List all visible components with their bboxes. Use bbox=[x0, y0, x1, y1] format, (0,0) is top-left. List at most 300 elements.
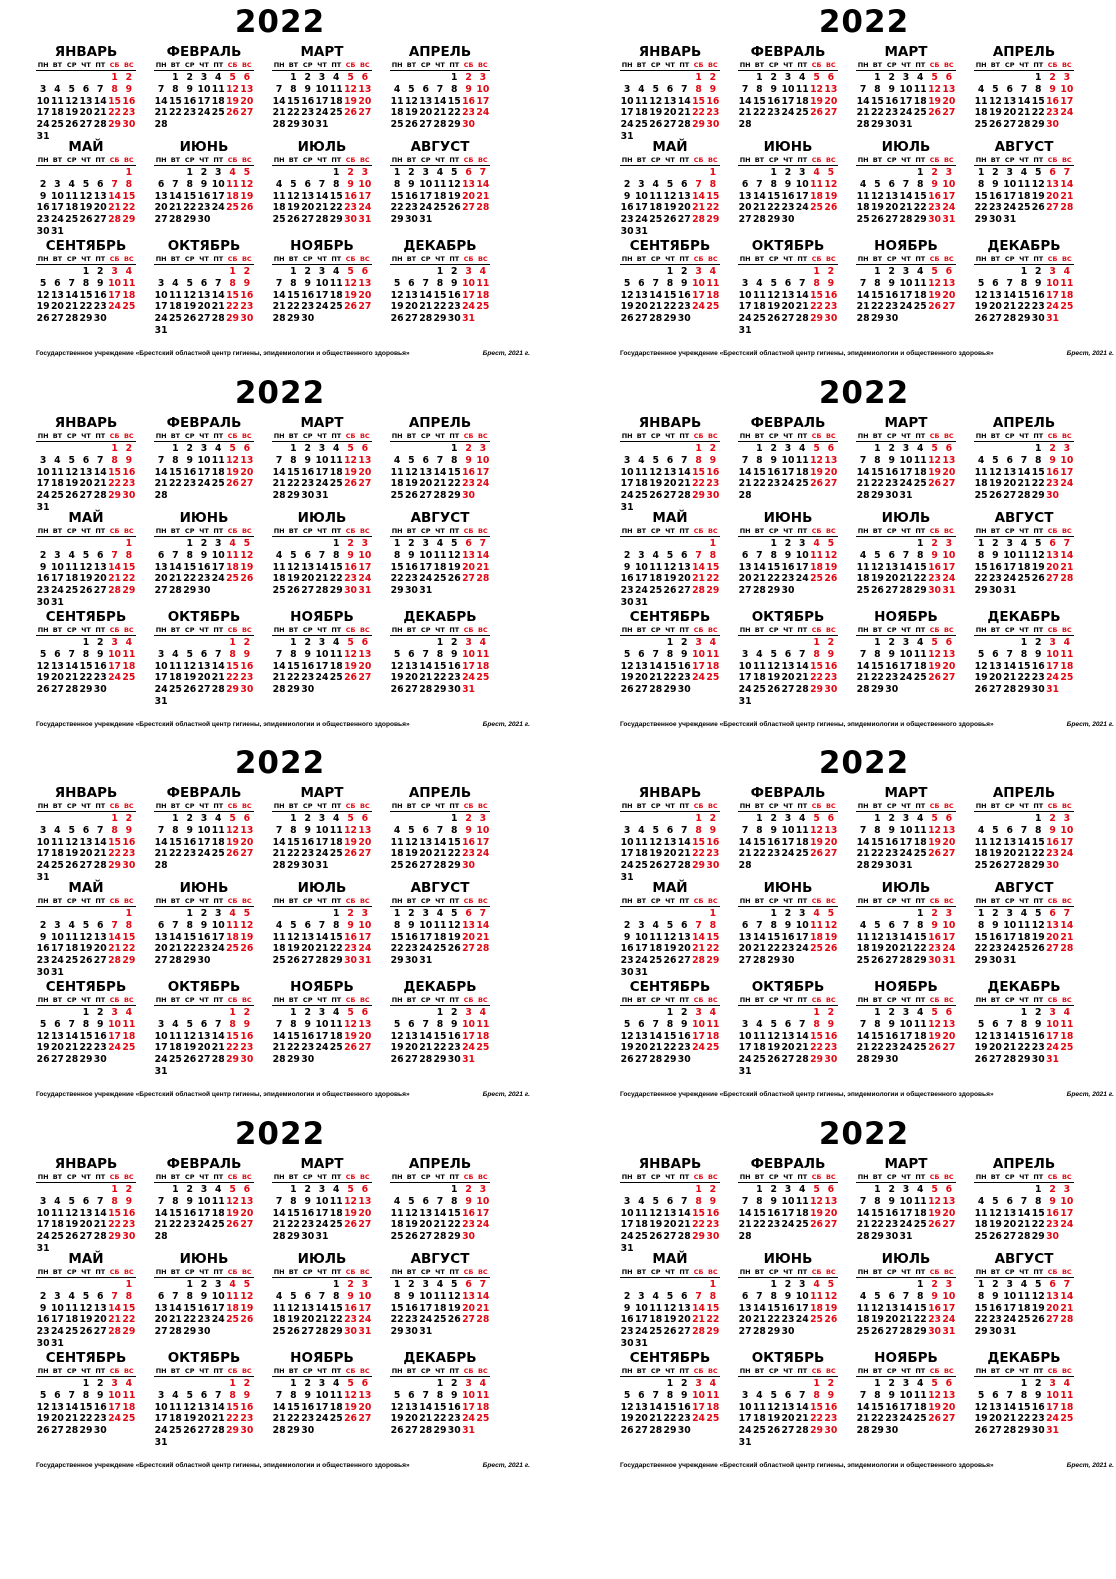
day-cell: 10 bbox=[942, 1290, 956, 1302]
day-cell: 23 bbox=[93, 1042, 107, 1054]
month-block bbox=[620, 979, 720, 1066]
day-cell: 7 bbox=[68, 277, 75, 289]
day-cell: 9 bbox=[888, 454, 895, 466]
day-cell: 15 bbox=[286, 1030, 300, 1042]
day-cell: 30 bbox=[240, 313, 254, 325]
day-cell: 5 bbox=[347, 813, 354, 824]
day-cell: 20 bbox=[462, 1302, 476, 1314]
weekday-label: ВТ bbox=[872, 1173, 883, 1181]
day-cell: 12 bbox=[974, 660, 988, 672]
weekday-label: ВТ bbox=[636, 255, 647, 263]
day-cell: 3 bbox=[741, 277, 749, 289]
day-cell: 20 bbox=[404, 301, 418, 313]
day-cell: 26 bbox=[390, 684, 404, 696]
day-cell: 14 bbox=[677, 836, 691, 848]
day-cell: 23 bbox=[1031, 1042, 1045, 1054]
day-cell: 17 bbox=[36, 848, 50, 860]
day-cell: 16 bbox=[1031, 1030, 1045, 1042]
day-cell: 26 bbox=[767, 1425, 781, 1437]
day-cell: 12 bbox=[240, 919, 254, 931]
weekday-label: СР bbox=[650, 432, 661, 440]
day-grid bbox=[36, 167, 136, 238]
day-cell: 1 bbox=[82, 1378, 90, 1389]
day-cell: 29 bbox=[810, 1054, 824, 1066]
day-cell: 18 bbox=[913, 289, 927, 301]
day-cell: 15 bbox=[870, 1207, 884, 1219]
day-cell: 7 bbox=[68, 1018, 75, 1030]
day-cell: 16 bbox=[781, 190, 795, 202]
day-cell: 30 bbox=[301, 860, 315, 872]
day-cell: 27 bbox=[419, 490, 433, 502]
day-cell: 24 bbox=[899, 1042, 913, 1054]
day-grid bbox=[974, 637, 1074, 696]
day-cell: 27 bbox=[79, 119, 93, 131]
day-cell: 5 bbox=[1035, 1279, 1042, 1290]
day-cell: 9 bbox=[931, 1290, 938, 1302]
day-cell: 7 bbox=[859, 454, 867, 466]
day-cell: 20 bbox=[1046, 931, 1060, 943]
day-cell: 18 bbox=[226, 190, 240, 202]
day-cell: 30 bbox=[928, 214, 942, 226]
day-cell: 14 bbox=[419, 1030, 433, 1042]
weekday-label: ПН bbox=[621, 626, 633, 634]
day-cell: 8 bbox=[172, 1195, 179, 1207]
day-cell: 24 bbox=[942, 573, 956, 585]
day-cell: 6 bbox=[54, 1018, 61, 1030]
day-cell: 6 bbox=[784, 1018, 792, 1030]
day-cell: 11 bbox=[649, 1302, 663, 1314]
month-name: МАРТ bbox=[300, 44, 344, 60]
day-cell: 8 bbox=[770, 178, 777, 190]
day-cell: 2 bbox=[304, 1007, 311, 1018]
weekday-label: ПТ bbox=[915, 897, 926, 905]
day-cell: 12 bbox=[226, 454, 240, 466]
day-cell: 15 bbox=[329, 931, 343, 943]
weekday-label: ВТ bbox=[52, 432, 63, 440]
day-cell: 9 bbox=[709, 83, 717, 95]
weekday-label: СР bbox=[66, 432, 77, 440]
day-cell: 17 bbox=[899, 660, 913, 672]
day-cell: 2 bbox=[709, 72, 717, 83]
day-cell: 26 bbox=[404, 860, 418, 872]
day-cell: 11 bbox=[856, 931, 870, 943]
day-cell: 15 bbox=[108, 836, 122, 848]
day-cell: 12 bbox=[663, 190, 677, 202]
day-cell: 22 bbox=[913, 573, 927, 585]
day-cell: 22 bbox=[810, 301, 824, 313]
day-cell: 15 bbox=[329, 1302, 343, 1314]
day-cell: 19 bbox=[824, 1302, 838, 1314]
weekday-header bbox=[738, 155, 838, 166]
day-cell: 24 bbox=[738, 313, 752, 325]
weekday-label: ЧТ bbox=[783, 996, 793, 1004]
day-cell: 15 bbox=[913, 190, 927, 202]
weekday-label: СР bbox=[1004, 1173, 1015, 1181]
day-cell: 4 bbox=[68, 1290, 75, 1302]
day-cell: 7 bbox=[215, 1018, 222, 1030]
day-cell: 6 bbox=[827, 72, 835, 83]
day-cell: 12 bbox=[344, 277, 358, 289]
day-cell: 30 bbox=[447, 1054, 461, 1066]
day-cell: 3 bbox=[1063, 72, 1071, 83]
day-cell: 27 bbox=[885, 214, 899, 226]
day-cell: 1 bbox=[451, 813, 458, 824]
day-cell: 11 bbox=[329, 454, 343, 466]
weekday-label: СБ bbox=[109, 255, 120, 263]
day-cell: 13 bbox=[663, 1207, 677, 1219]
weekday-label: СР bbox=[1004, 626, 1015, 634]
day-cell: 7 bbox=[479, 908, 487, 919]
day-cell: 29 bbox=[1017, 684, 1031, 696]
day-cell: 6 bbox=[681, 1290, 688, 1302]
day-cell: 30 bbox=[885, 1054, 899, 1066]
day-cell: 20 bbox=[154, 943, 168, 955]
day-cell: 7 bbox=[275, 648, 283, 660]
day-cell: 16 bbox=[928, 190, 942, 202]
weekday-label: СР bbox=[184, 1173, 195, 1181]
day-cell: 4 bbox=[859, 919, 867, 931]
day-cell: 25 bbox=[856, 955, 870, 967]
weekday-label: СБ bbox=[345, 1173, 356, 1181]
day-cell: 26 bbox=[447, 943, 461, 955]
weekday-label: ВТ bbox=[636, 527, 647, 535]
day-cell: 21 bbox=[856, 1413, 870, 1425]
month-name: ОКТЯБРЬ bbox=[167, 238, 241, 254]
day-cell: 12 bbox=[928, 83, 942, 95]
weekday-label: ВТ bbox=[872, 156, 883, 164]
day-cell: 1 bbox=[813, 266, 820, 277]
day-cell: 31 bbox=[154, 695, 168, 707]
day-cell: 24 bbox=[1003, 1314, 1017, 1326]
weekday-label: СБ bbox=[929, 996, 940, 1004]
day-cell: 18 bbox=[752, 672, 766, 684]
day-grid bbox=[154, 1007, 254, 1078]
day-cell: 22 bbox=[1017, 1413, 1031, 1425]
day-cell: 23 bbox=[988, 1314, 1002, 1326]
day-cell: 25 bbox=[390, 119, 404, 131]
day-cell: 4 bbox=[813, 1279, 820, 1290]
day-cell: 25 bbox=[226, 573, 240, 585]
weekday-label: ЧТ bbox=[81, 1367, 91, 1375]
day-cell: 5 bbox=[347, 72, 354, 83]
weekday-label: ВТ bbox=[990, 1268, 1001, 1276]
day-cell: 7 bbox=[422, 648, 429, 660]
day-cell: 10 bbox=[315, 454, 329, 466]
day-cell: 20 bbox=[79, 848, 93, 860]
weekday-label: ВС bbox=[825, 156, 836, 164]
day-cell: 25 bbox=[390, 860, 404, 872]
day-cell: 26 bbox=[447, 573, 461, 585]
day-cell: 26 bbox=[226, 107, 240, 119]
day-cell: 8 bbox=[229, 1389, 236, 1401]
day-cell: 27 bbox=[79, 490, 93, 502]
day-cell: 28 bbox=[752, 955, 766, 967]
weekday-label: СР bbox=[184, 255, 195, 263]
day-cell: 21 bbox=[168, 1314, 182, 1326]
day-cell: 25 bbox=[649, 1326, 663, 1338]
day-cell: 10 bbox=[108, 648, 122, 660]
day-grid bbox=[36, 1184, 136, 1255]
day-cell: 3 bbox=[39, 83, 47, 95]
day-cell: 19 bbox=[620, 672, 634, 684]
day-cell: 25 bbox=[913, 848, 927, 860]
weekday-label: ПН bbox=[391, 255, 403, 263]
weekday-label: ПТ bbox=[449, 1173, 460, 1181]
day-cell: 5 bbox=[874, 1290, 881, 1302]
day-cell: 24 bbox=[634, 1326, 648, 1338]
day-cell: 3 bbox=[215, 167, 222, 178]
day-cell: 12 bbox=[286, 190, 300, 202]
day-cell: 10 bbox=[620, 95, 634, 107]
day-cell: 24 bbox=[634, 955, 648, 967]
weekday-label: СБ bbox=[693, 527, 704, 535]
weekday-label: ПТ bbox=[331, 527, 342, 535]
weekday-label: ВТ bbox=[52, 1367, 63, 1375]
day-cell: 20 bbox=[93, 943, 107, 955]
weekday-label: СР bbox=[886, 255, 897, 263]
day-cell: 11 bbox=[272, 190, 286, 202]
day-cell: 28 bbox=[738, 490, 752, 502]
weekday-label: ПТ bbox=[331, 802, 342, 810]
weekday-label: ПН bbox=[155, 61, 167, 69]
weekday-label: СР bbox=[886, 1268, 897, 1276]
day-cell: 25 bbox=[913, 301, 927, 313]
weekday-label: ПН bbox=[155, 156, 167, 164]
weekday-label: ЧТ bbox=[317, 1367, 327, 1375]
day-cell: 7 bbox=[111, 549, 118, 561]
year-title: 2022 bbox=[818, 745, 910, 781]
day-cell: 6 bbox=[827, 1184, 835, 1195]
month-name: ЯНВАРЬ bbox=[54, 1156, 118, 1172]
day-cell: 18 bbox=[329, 95, 343, 107]
day-cell: 1 bbox=[770, 538, 777, 549]
day-cell: 23 bbox=[447, 672, 461, 684]
weekday-label: ПТ bbox=[449, 897, 460, 905]
day-cell: 2 bbox=[451, 637, 458, 648]
day-cell: 9 bbox=[770, 83, 777, 95]
day-cell: 18 bbox=[810, 561, 824, 573]
day-cell: 10 bbox=[634, 1302, 648, 1314]
day-cell: 22 bbox=[913, 1314, 927, 1326]
day-cell: 30 bbox=[301, 119, 315, 131]
day-cell: 29 bbox=[974, 955, 988, 967]
weekday-label: ЧТ bbox=[317, 802, 327, 810]
day-cell: 2 bbox=[243, 266, 251, 277]
day-cell: 26 bbox=[988, 119, 1002, 131]
weekday-label: ЧТ bbox=[435, 802, 445, 810]
day-cell: 5 bbox=[1035, 908, 1042, 919]
day-cell: 14 bbox=[1017, 95, 1031, 107]
month-block bbox=[390, 1251, 490, 1338]
weekday-label: ВТ bbox=[52, 996, 63, 1004]
day-cell: 15 bbox=[706, 1302, 720, 1314]
day-cell: 10 bbox=[899, 83, 913, 95]
day-cell: 4 bbox=[1020, 1279, 1028, 1290]
day-cell: 9 bbox=[992, 178, 999, 190]
weekday-label: ПТ bbox=[915, 1367, 926, 1375]
day-cell: 21 bbox=[315, 943, 329, 955]
day-cell: 16 bbox=[1046, 95, 1060, 107]
day-cell: 4 bbox=[125, 637, 133, 648]
weekday-label: СБ bbox=[693, 432, 704, 440]
day-cell: 28 bbox=[649, 684, 663, 696]
weekday-label: ЧТ bbox=[783, 255, 793, 263]
day-cell: 16 bbox=[1031, 1401, 1045, 1413]
day-cell: 25 bbox=[65, 214, 79, 226]
day-cell: 14 bbox=[677, 1207, 691, 1219]
day-cell: 4 bbox=[652, 1290, 659, 1302]
day-cell: 27 bbox=[942, 478, 956, 490]
day-cell: 15 bbox=[108, 466, 122, 478]
day-cell: 27 bbox=[404, 1425, 418, 1437]
day-cell: 17 bbox=[211, 190, 225, 202]
weekday-label: СР bbox=[886, 1367, 897, 1375]
day-cell: 22 bbox=[226, 301, 240, 313]
month-block bbox=[738, 979, 838, 1078]
weekday-label: СР bbox=[420, 802, 431, 810]
footer-organization: Государственное учреждение «Брестский областной центр гигиены, эпидемиологии и общественного здоровья» bbox=[36, 1462, 410, 1469]
day-cell: 19 bbox=[974, 1042, 988, 1054]
day-cell: 4 bbox=[333, 266, 340, 277]
day-cell: 3 bbox=[39, 824, 47, 836]
day-cell: 27 bbox=[358, 848, 372, 860]
day-cell: 12 bbox=[447, 1290, 461, 1302]
day-cell: 23 bbox=[301, 1219, 315, 1231]
weekday-label: ЧТ bbox=[435, 156, 445, 164]
day-cell: 5 bbox=[39, 1018, 47, 1030]
weekday-label: ВТ bbox=[872, 61, 883, 69]
day-cell: 12 bbox=[183, 660, 197, 672]
day-cell: 18 bbox=[706, 1401, 720, 1413]
day-cell: 18 bbox=[974, 107, 988, 119]
day-cell: 8 bbox=[229, 1018, 236, 1030]
day-cell: 21 bbox=[108, 573, 122, 585]
day-cell: 29 bbox=[286, 1231, 300, 1243]
day-cell: 27 bbox=[93, 1326, 107, 1338]
day-cell: 5 bbox=[393, 1389, 401, 1401]
weekday-label: ЧТ bbox=[1019, 897, 1029, 905]
weekday-label: ВС bbox=[707, 1173, 718, 1181]
weekday-label: ПТ bbox=[213, 156, 224, 164]
weekday-label: ВС bbox=[241, 996, 252, 1004]
day-cell: 11 bbox=[810, 1290, 824, 1302]
day-cell: 22 bbox=[974, 943, 988, 955]
day-cell: 9 bbox=[97, 1018, 104, 1030]
weekday-label: ВТ bbox=[52, 802, 63, 810]
day-cell: 11 bbox=[795, 1195, 809, 1207]
day-cell: 1 bbox=[709, 538, 717, 549]
day-cell: 22 bbox=[663, 1413, 677, 1425]
day-grid bbox=[154, 443, 254, 502]
day-cell: 22 bbox=[447, 848, 461, 860]
weekday-label: СБ bbox=[811, 1367, 822, 1375]
day-cell: 19 bbox=[183, 301, 197, 313]
weekday-label: СР bbox=[66, 61, 77, 69]
day-cell: 11 bbox=[810, 178, 824, 190]
day-grid bbox=[974, 1007, 1074, 1066]
day-cell: 16 bbox=[620, 943, 634, 955]
day-cell: 9 bbox=[243, 277, 251, 289]
weekday-label: ПТ bbox=[1033, 996, 1044, 1004]
weekday-label: СР bbox=[302, 156, 313, 164]
day-cell: 1 bbox=[813, 637, 820, 648]
weekday-label: СР bbox=[650, 897, 661, 905]
day-cell: 3 bbox=[157, 648, 165, 660]
month-name: ЯНВАРЬ bbox=[638, 1156, 702, 1172]
day-cell: 17 bbox=[154, 1413, 168, 1425]
day-cell: 6 bbox=[945, 1007, 953, 1018]
day-cell: 8 bbox=[874, 1018, 881, 1030]
day-cell: 29 bbox=[870, 1054, 884, 1066]
day-cell: 27 bbox=[942, 301, 956, 313]
day-cell: 20 bbox=[663, 478, 677, 490]
day-cell: 6 bbox=[992, 648, 999, 660]
day-cell: 7 bbox=[859, 83, 867, 95]
day-cell: 1 bbox=[111, 443, 118, 454]
weekday-header bbox=[390, 896, 490, 907]
day-cell: 5 bbox=[1035, 538, 1042, 549]
day-cell: 1 bbox=[111, 72, 118, 83]
day-cell: 19 bbox=[36, 1042, 50, 1054]
month-name: ФЕВРАЛЬ bbox=[166, 1156, 242, 1172]
day-cell: 14 bbox=[272, 1207, 286, 1219]
month-name: ОКТЯБРЬ bbox=[167, 1350, 241, 1366]
day-cell: 2 bbox=[888, 72, 895, 83]
day-cell: 12 bbox=[767, 1030, 781, 1042]
day-cell: 7 bbox=[799, 277, 806, 289]
day-cell: 16 bbox=[677, 1401, 691, 1413]
day-cell: 4 bbox=[436, 1279, 444, 1290]
day-cell: 7 bbox=[756, 1290, 763, 1302]
day-cell: 2 bbox=[709, 813, 717, 824]
day-cell: 23 bbox=[301, 478, 315, 490]
day-grid bbox=[974, 266, 1074, 325]
day-cell: 8 bbox=[709, 919, 717, 931]
day-cell: 24 bbox=[1046, 672, 1060, 684]
day-cell: 22 bbox=[870, 107, 884, 119]
day-cell: 31 bbox=[634, 966, 648, 978]
day-cell: 22 bbox=[329, 1314, 343, 1326]
day-cell: 22 bbox=[706, 943, 720, 955]
day-cell: 22 bbox=[286, 107, 300, 119]
day-cell: 10 bbox=[620, 1207, 634, 1219]
day-grid bbox=[272, 1279, 372, 1338]
day-cell: 16 bbox=[93, 660, 107, 672]
weekday-label: ВС bbox=[359, 255, 370, 263]
day-cell: 27 bbox=[634, 313, 648, 325]
day-cell: 26 bbox=[344, 848, 358, 860]
weekday-label: СБ bbox=[345, 1268, 356, 1276]
day-cell: 12 bbox=[79, 190, 93, 202]
weekday-label: ПН bbox=[739, 432, 751, 440]
day-cell: 25 bbox=[810, 573, 824, 585]
month-block bbox=[974, 510, 1074, 597]
day-cell: 2 bbox=[304, 72, 311, 83]
day-cell: 10 bbox=[154, 660, 168, 672]
day-cell: 5 bbox=[813, 443, 820, 454]
weekday-header bbox=[738, 60, 838, 71]
weekday-header bbox=[856, 1267, 956, 1278]
day-cell: 11 bbox=[390, 836, 404, 848]
weekday-header bbox=[272, 1172, 372, 1183]
day-cell: 26 bbox=[404, 490, 418, 502]
weekday-header bbox=[272, 526, 372, 537]
day-cell: 4 bbox=[917, 813, 924, 824]
day-cell: 24 bbox=[462, 672, 476, 684]
day-cell: 29 bbox=[913, 585, 927, 597]
day-cell: 8 bbox=[172, 454, 179, 466]
day-cell: 1 bbox=[695, 72, 702, 83]
